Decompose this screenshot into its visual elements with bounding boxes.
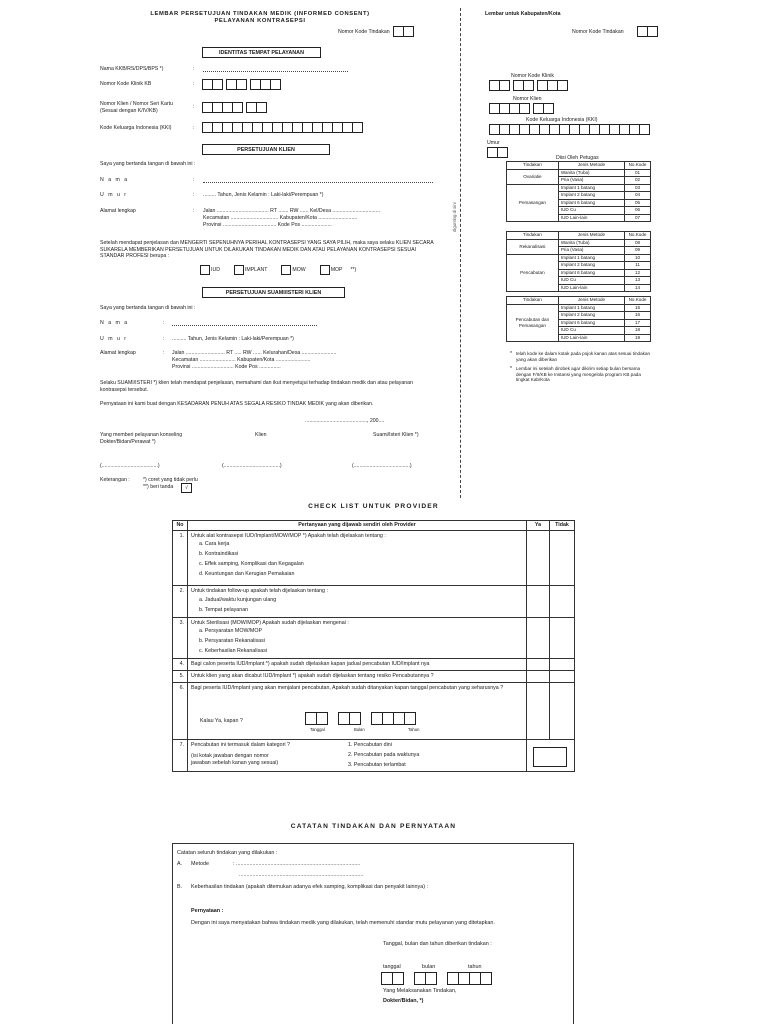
right-kki-label: Kode Keluarga Indonesia (KKI) xyxy=(526,117,598,123)
metode-cell: Wanita (Tuba) xyxy=(558,169,624,177)
option-mop: MOP xyxy=(330,266,343,273)
question-6: Bagi peserta IUD/Implant yang akan menjalani pencabutan, Apakah sudah ditanyakan kapan tanggal pencabutan yang seharusnya ? xyxy=(191,684,504,691)
suami-alamat-kec: Kecamatan ......................... Kabupaten/Kota ........................ xyxy=(172,357,311,363)
persetujuan-suami-header: PERSETUJUAN SUAMI/ISTERI KLIEN xyxy=(202,287,345,298)
identitas-header: IDENTITAS TEMPAT PELAYANAN xyxy=(202,47,321,58)
q1-item: a. Cara kerja xyxy=(199,541,230,548)
metode-cell: Implant 6 batang xyxy=(558,199,624,207)
kki-label: Kode Keluarga Indonesia (KKI) xyxy=(100,125,172,131)
table-col-metode: Jenis Metode xyxy=(558,297,624,305)
kode-tindakan-label: Nomor Kode Tindakan xyxy=(338,29,390,35)
alamat-provinsi: Provinsi ..................................... Kode Pos ..................... xyxy=(203,222,332,228)
metode-cell: Implant 2 batang xyxy=(558,192,624,200)
answer-ya-5[interactable] xyxy=(527,671,550,683)
q7-option: 3. Pencabutan terlambat xyxy=(348,761,406,768)
alamat-kecamatan: Kecamatan ................................. Kabupaten/Kota ........................... xyxy=(203,215,358,221)
table-col-kode: No.Kode xyxy=(625,232,651,240)
iud-checkbox[interactable] xyxy=(200,265,210,275)
tindakan-cell: Pencabutan dan Pemasangan xyxy=(507,304,559,342)
kki-boxes[interactable] xyxy=(202,122,366,133)
kode-cell: 02 xyxy=(625,177,651,185)
nama-field[interactable] xyxy=(203,178,433,183)
colon: : xyxy=(193,66,195,72)
right-header: Lembar untuk Kabupaten/Kota xyxy=(485,11,561,17)
kode-klinik-label: Nomor Kode Klinik KB xyxy=(100,81,152,87)
kode-cell: 18 xyxy=(625,327,651,335)
kode-cell: 13 xyxy=(625,277,651,285)
signer-provider-sub: Dokter/Bidan/Perawat *) xyxy=(100,439,156,445)
colon: : xyxy=(163,336,165,342)
keterangan-label: Keterangan : xyxy=(100,477,130,483)
metode-cell: IUD Lain-lain xyxy=(558,214,624,222)
selaku-text: Selaku SUAMI/ISTERI *) klien telah mendapat penjelasan, memahami dan ikut menyetujui terhadap tindakan medik dan atau pelayanan kontrasepsi tersebut. xyxy=(100,380,413,393)
kode-cell: 10 xyxy=(625,254,651,262)
mop-checkbox[interactable] xyxy=(320,265,330,275)
kode-cell: 01 xyxy=(625,169,651,177)
question-3: Untuk Sterilisasi (MOW/MOP) Apakah sudah dijelaskan mengenai : xyxy=(191,619,349,626)
catatan-intro: Catatan seluruh tindakan yang dilakukan : xyxy=(177,850,278,856)
kode-klinik-boxes[interactable] xyxy=(202,79,284,90)
col-question: Pertanyaan yang dijawab sendiri oleh Provider xyxy=(188,521,527,531)
row-number: 6. xyxy=(173,682,188,739)
kode-row xyxy=(507,169,651,177)
answer-ya-3[interactable] xyxy=(527,617,550,659)
q6-date-boxes[interactable] xyxy=(305,712,419,725)
metode-cell: Implant 2 batang xyxy=(558,312,624,320)
metode-cell: IUD Lain-lain xyxy=(558,334,624,342)
kode-cell: 07 xyxy=(625,214,651,222)
checklist-row-2 xyxy=(173,586,575,618)
sign-klien-blank[interactable]: (.......................................) xyxy=(222,463,282,469)
kode-tindakan-boxes[interactable] xyxy=(393,26,414,37)
option-mow: MOW xyxy=(292,266,306,273)
kode-row xyxy=(507,254,651,262)
kontrasepsi-options xyxy=(200,265,356,275)
nama-kkb-label: Nama KKB/RS/DPS/BPS *) xyxy=(100,66,164,72)
checklist-row-5 xyxy=(173,671,575,683)
signer-provider: Yang memberi pelayanan konseling xyxy=(100,432,183,438)
checklist-row-4 xyxy=(173,659,575,671)
note1-mark: * xyxy=(510,351,513,357)
metode-cell: IUD Cu xyxy=(558,277,624,285)
bertanda-tangan-text: Saya yang bertanda tangan di bawah ini : xyxy=(100,161,196,167)
colon: : xyxy=(163,350,165,356)
kode-cell: 08 xyxy=(625,239,651,247)
q2-item: b. Tempat pelayanan xyxy=(199,606,249,613)
catatan-title: CATATAN TINDAKAN DAN PERNYATAAN xyxy=(290,823,457,830)
tindakan-cell: Rekanalisasi xyxy=(507,239,559,254)
table-col-metode: Jenis Metode xyxy=(558,162,624,170)
suami-umur-value: .......... Tahun, Jenis Kelamin : Laki-laki/Perempuan *) xyxy=(172,336,294,342)
checklist-row-3 xyxy=(173,617,575,659)
table-col-tindakan: Tindakan xyxy=(507,232,559,240)
metode-cell: IUD Cu xyxy=(558,327,624,335)
kode-cell: 03 xyxy=(625,184,651,192)
q1-item: d. Keuntungan dan Kerugian Pemakaian xyxy=(199,571,295,578)
metode-cell: Wanita (Tuba) xyxy=(558,239,624,247)
persetujuan-klien-header: PERSETUJUAN KLIEN xyxy=(202,144,330,155)
pernyataan-label: Pernyataan : xyxy=(191,908,224,914)
kode-cell: 14 xyxy=(625,284,651,292)
kode-cell: 19 xyxy=(625,334,651,342)
row-number: 4. xyxy=(173,659,188,671)
colon: : xyxy=(193,125,195,131)
metode-cell: Implant 6 batang xyxy=(558,319,624,327)
kode-cell: 11 xyxy=(625,262,651,270)
note2-mark: * xyxy=(510,366,513,372)
alamat-jalan: Jalan .................................... RT ....... RW ...... Kel/Desa ................................. xyxy=(203,208,380,214)
q6-tahun: Tahun xyxy=(408,726,420,732)
catatan-box xyxy=(172,843,574,1024)
row-number: 1. xyxy=(173,530,188,586)
kode-cell: 04 xyxy=(625,192,651,200)
tindakan-cell: Pencabutan xyxy=(507,254,559,292)
right-kode-tindakan-label: Nomor Kode Tindakan xyxy=(572,29,624,35)
statement-text: Setelah mendapat penjelasan dan MENGERTI SEPENUHNYA PERIHAL KONTRASEPSI YANG SAYA PILIH, maka saya selaku KLIEN SECARA SUKARELA MEMBERIKAN PERSETUJUAN UNTUK DILAKUKAN TINDAKAN MEDIK DAN ATAU PELAYANAN KONTRASEPSI SESUAI STANDAR PROFESI berupa : xyxy=(100,240,434,259)
cut-line-label: digunting di sini xyxy=(452,202,457,232)
keterangan-1: *) coret yang tidak perlu xyxy=(143,477,198,483)
answer-tidak-6[interactable] xyxy=(550,682,575,739)
answer-tidak-4[interactable] xyxy=(550,659,575,671)
kode-row xyxy=(507,304,651,312)
implant-checkbox[interactable] xyxy=(234,265,244,275)
question-7: Pencabutan ini termasuk dalam kategori ? xyxy=(191,741,290,748)
table-col-metode: Jenis Metode xyxy=(558,232,624,240)
checklist-title: CHECK LIST UNTUK PROVIDER xyxy=(308,503,439,510)
tindakan-cell: Ovariatie xyxy=(507,169,559,184)
keterangan-2: **) beri tanda xyxy=(143,484,174,490)
kode-cell: 17 xyxy=(625,319,651,327)
tahun-label: tahun xyxy=(468,964,482,970)
form-subtitle: PELAYANAN KONTRASEPSI xyxy=(214,18,306,24)
right-nomor-klien-label: Nomor Klien xyxy=(513,96,542,102)
option-iud: IUD xyxy=(211,266,220,273)
metode-cell: Implant 6 batang xyxy=(558,269,624,277)
col-ya: Ya xyxy=(527,521,550,531)
right-umur-boxes[interactable] xyxy=(487,147,508,158)
nama-kkb-field[interactable] xyxy=(203,67,348,72)
note1: telah kode ke dalam kotak pada pojok kanan atas sesuai tindakan yang akan diberikan xyxy=(516,351,651,362)
right-kki-boxes[interactable] xyxy=(489,124,653,135)
tanggal-text: Tanggal, bulan dan tahun diberikan tindakan : xyxy=(383,941,492,947)
signer-suami: Suami/Isteri Klien *) xyxy=(373,432,419,438)
a-metode: Metode xyxy=(191,861,209,867)
row-number: 2. xyxy=(173,586,188,618)
question-1: Untuk alat kontrasepsi IUD/Implant/MOW/MOP *) Apakah telah dijelaskan tentang : xyxy=(191,532,386,539)
tindakan-cell: Pemasangan xyxy=(507,184,559,222)
umur-value: ......... Tahun, Jenis Kelamin : Laki-laki/Perempuan *) xyxy=(203,192,324,198)
checkmark-icon: √ xyxy=(181,483,192,493)
colon: : xyxy=(193,208,195,214)
mow-checkbox[interactable] xyxy=(281,265,291,275)
kode-table-1 xyxy=(506,161,651,222)
q7-answer-box[interactable] xyxy=(533,747,567,767)
kode-cell: 12 xyxy=(625,269,651,277)
kode-table-3 xyxy=(506,296,651,342)
row-number: 3. xyxy=(173,617,188,659)
a-label: A. xyxy=(177,861,183,867)
checklist-row-1 xyxy=(173,530,575,586)
metode-cell: IUD Lain-lain xyxy=(558,284,624,292)
answer-ya-2[interactable] xyxy=(527,586,550,618)
answer-tidak-2[interactable] xyxy=(550,586,575,618)
b-keberhasilan: Keberhasilan tindakan (apakah ditemukan adanya efek samping, komplikasi dan penyakit lainnya) : xyxy=(191,884,429,890)
right-nomor-klien-boxes[interactable] xyxy=(489,103,557,114)
q7-note1: (isi kotak jawaban dengan nomor xyxy=(191,753,269,760)
q3-item: b. Persyaratan Rekanalisasi xyxy=(199,638,265,645)
row-number: 7. xyxy=(173,739,188,771)
kode-cell: 06 xyxy=(625,207,651,215)
right-umur-label: Umur xyxy=(487,140,500,146)
suami-nama-label: N a m a xyxy=(100,320,129,326)
kode-cell: 16 xyxy=(625,312,651,320)
answer-tidak-1[interactable] xyxy=(550,530,575,586)
note2: Lembar ini setelah dirobek agar dikirim setiap bulan bersama dengan F/II/KB ke Instansi yang mengelola program KB pada tingkat Kab/Kota xyxy=(516,366,641,383)
diisi-label: Diisi Oleh Petugas xyxy=(556,155,599,161)
bulan-label: bulan xyxy=(422,964,436,970)
date-line: ..........................................., 200.... xyxy=(305,418,385,424)
q3-item: c. Keberhasilan Rekanalisasi xyxy=(199,648,268,655)
sign-provider-blank[interactable]: (.......................................) xyxy=(100,463,160,469)
pernyataan-body: Dengan ini saya menyatakan bahwa tindakan medik yang dilakukan, telah memenuhi standar mutu pelayanan yang ditetapkan. xyxy=(191,920,495,926)
suami-nama-field[interactable] xyxy=(172,321,317,326)
q2-item: a. Jadual/waktu kunjungan ulang xyxy=(199,596,277,603)
q6-bulan: Bulan xyxy=(354,726,365,732)
metode-cell: Pria (Vasa) xyxy=(558,247,624,255)
dokter-bidan: Dokter/Bidan, *) xyxy=(383,998,424,1004)
table-col-tindakan: Tindakan xyxy=(507,162,559,170)
nomor-klien-label: Nomor Klien / Nomor Seri Kartu xyxy=(100,101,173,107)
q6-tanggal: Tanggal xyxy=(310,726,325,732)
nama-label: N a m a xyxy=(100,177,129,183)
q3-item: a. Persyaratan MOW/MOP xyxy=(199,628,262,635)
q6-kalau: Kalau Ya, kapan ? xyxy=(200,717,243,724)
row-number: 5. xyxy=(173,671,188,683)
metode-cell: Implant 1 batang xyxy=(558,304,624,312)
q7-note2: jawaban sebelah kanan yang sesuai) xyxy=(191,759,279,766)
sign-suami-blank[interactable]: (.......................................) xyxy=(352,463,412,469)
right-kode-tindakan-boxes[interactable] xyxy=(637,26,658,37)
table-col-tindakan: Tindakan xyxy=(507,297,559,305)
answer-tidak-5[interactable] xyxy=(550,671,575,683)
options-note: **) xyxy=(350,266,357,273)
answer-ya-6[interactable] xyxy=(527,682,550,739)
q1-item: b. Kontraindikasi xyxy=(199,551,239,558)
kode-table-2 xyxy=(506,231,651,292)
right-kode-klinik-label: Nomor Kode Klinik xyxy=(511,73,554,79)
b-label: B. xyxy=(177,884,183,890)
kode-row xyxy=(507,184,651,192)
a-metode-field[interactable]: : ................................................................................... xyxy=(233,861,361,867)
checklist-table xyxy=(172,520,575,772)
metode-cell: Implant 2 batang xyxy=(558,262,624,270)
metode-cell: Pria (Vasa) xyxy=(558,177,624,185)
table-col-kode: No.Kode xyxy=(625,162,651,170)
answer-ya-4[interactable] xyxy=(527,659,550,671)
metode-cell: Implant 1 batang xyxy=(558,254,624,262)
nomor-klien-boxes[interactable] xyxy=(202,102,270,113)
signer-klien: Klien xyxy=(255,432,267,438)
question-2: Untuk tindakan follow-up apakah telah dijelaskan tentang : xyxy=(191,588,328,595)
answer-ya-1[interactable] xyxy=(527,530,550,586)
nomor-klien-sub: (Sesuai dengan K/IV/KB) xyxy=(100,108,158,114)
answer-tidak-3[interactable] xyxy=(550,617,575,659)
umur-label: U m u r xyxy=(100,192,128,198)
catatan-date-boxes[interactable] xyxy=(381,972,495,985)
col-no: No xyxy=(173,521,188,531)
form-title: LEMBAR PERSETUJUAN TINDAKAN MEDIK (INFORMED CONSENT) xyxy=(150,11,370,17)
kode-cell: 15 xyxy=(625,304,651,312)
table-col-kode: No.Kode xyxy=(625,297,651,305)
col-tidak: Tidak xyxy=(550,521,575,531)
tanggal-label: tanggal xyxy=(383,964,401,970)
colon: : xyxy=(193,192,195,198)
colon: : xyxy=(163,320,165,326)
colon: : xyxy=(193,104,195,110)
suami-alamat-jalan: Jalan ........................... RT ..... RW ...... Kelurahan/Desa ........................ xyxy=(172,350,337,356)
q7-option: 1. Pencabutan dini xyxy=(348,741,392,748)
metode-cell: Implant 1 batang xyxy=(558,184,624,192)
checklist-row-6 xyxy=(173,682,575,739)
q7-answer-cell xyxy=(527,739,575,771)
right-kode-klinik-boxes[interactable] xyxy=(489,80,571,91)
q7-option: 2. Pencabutan pada waktunya xyxy=(348,751,420,758)
a-metode-field-2[interactable]: ................................................................................... xyxy=(239,872,364,878)
metode-cell: IUD Cu xyxy=(558,207,624,215)
suami-umur-label: U m u r xyxy=(100,336,128,342)
suami-alamat-label: Alamat lengkap xyxy=(100,350,136,356)
yang-melaksanakan: Yang Melaksanakan Tindakan, xyxy=(383,988,457,994)
option-implant: IMPLANT xyxy=(244,266,268,273)
q1-item: c. Effek samping, Komplikasi dan Kegagalan xyxy=(199,561,304,568)
kode-cell: 09 xyxy=(625,247,651,255)
colon: : xyxy=(193,177,195,183)
kode-row xyxy=(507,239,651,247)
question-5: Untuk klien yang akan dicabut IUD/Implant *) apakah sudah dijelaskan tentang resiko Pencabutannya ? xyxy=(188,671,527,683)
suami-bertanda-tangan: Saya yang bertanda tangan di bawah ini : xyxy=(100,305,196,311)
alamat-label: Alamat lengkap xyxy=(100,208,136,214)
question-4: Bagi calon peserta IUD/Implant *) apakah sudah dijelaskan kapan jadual pencabutan IUD/Implant nya xyxy=(188,659,527,671)
kode-cell: 05 xyxy=(625,199,651,207)
pernyataan-text: Pernyataan ini kami buat dengan KESADARAN PENUH ATAS SEGALA RESIKO TINDAK MEDIK yang akan diberikan. xyxy=(100,401,374,407)
colon: : xyxy=(193,81,195,87)
cut-line-divider xyxy=(460,8,461,498)
checklist-row-7 xyxy=(173,739,575,771)
suami-alamat-prov: Provinsi ............................. Kode Pos ............... xyxy=(172,364,281,370)
